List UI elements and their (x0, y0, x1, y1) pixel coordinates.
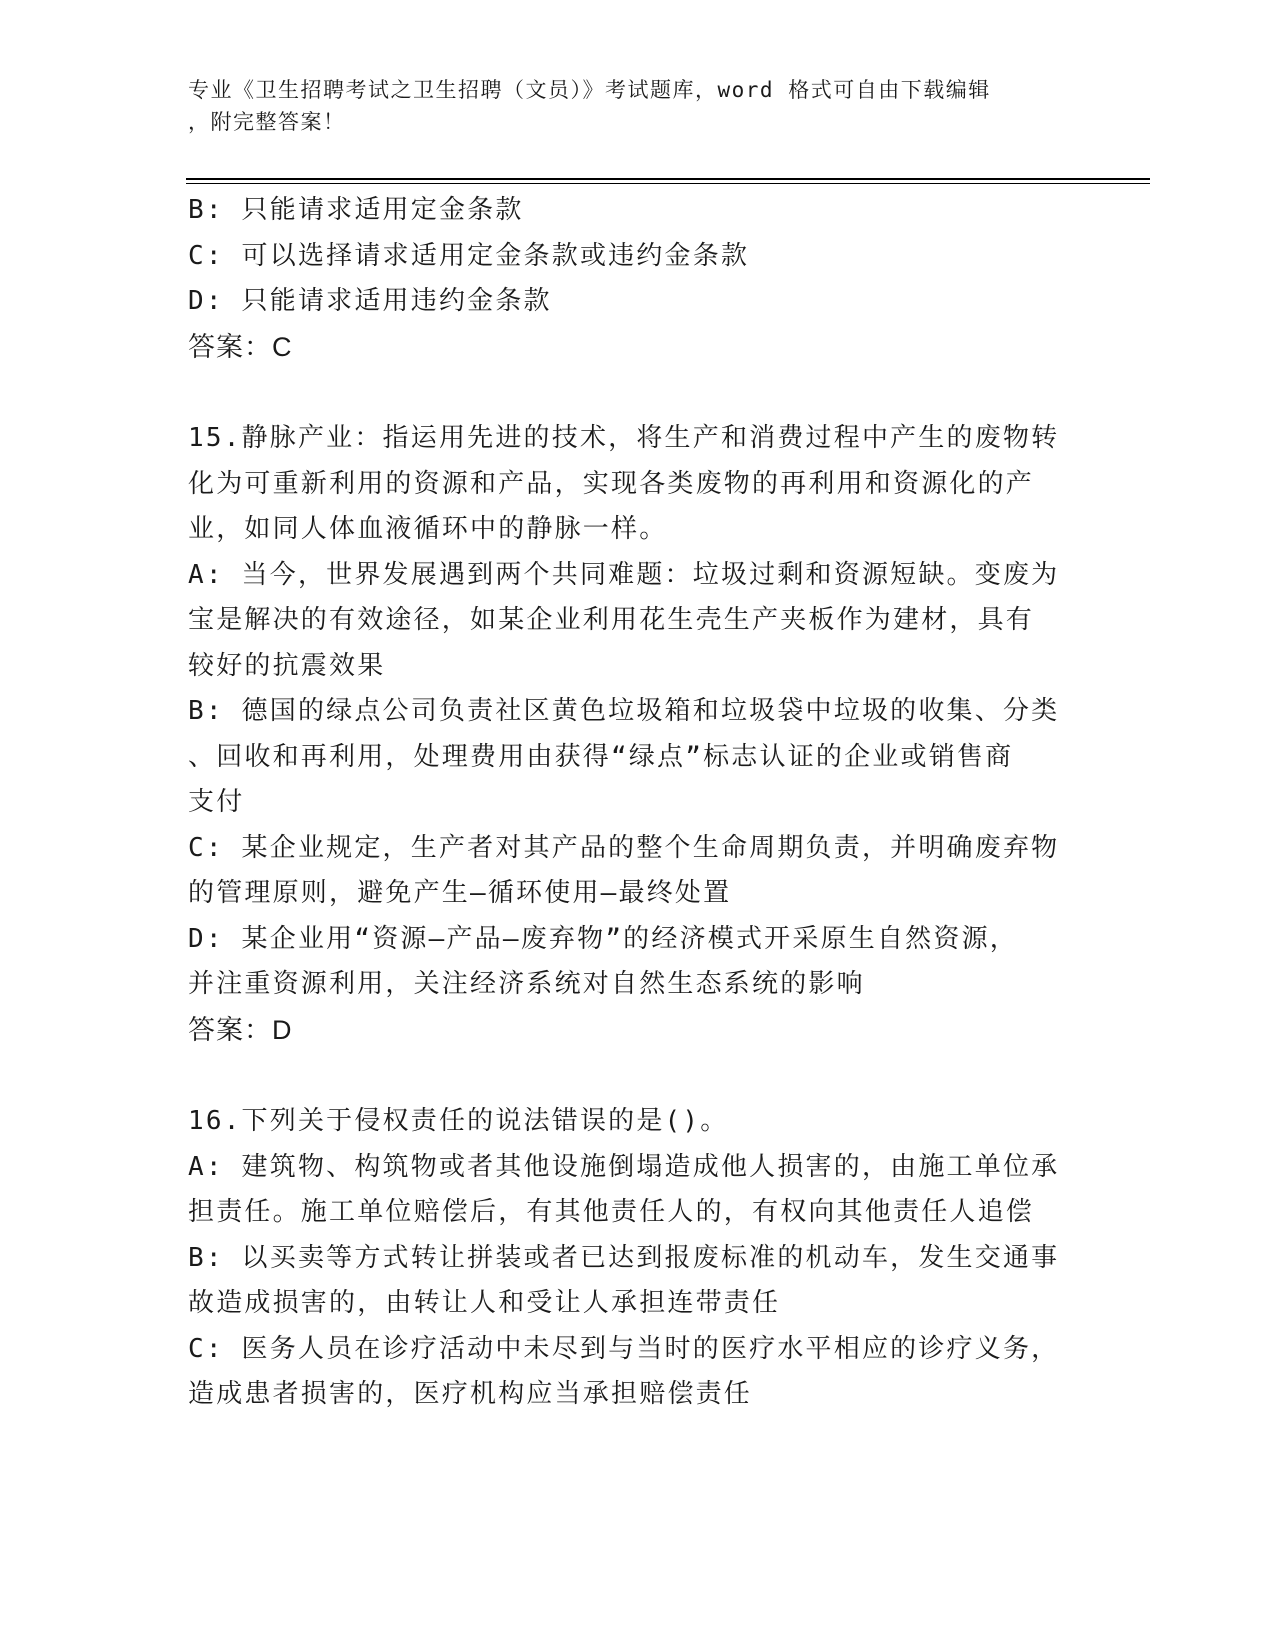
stem-line: 化为可重新利用的资源和产品，实现各类废物的再利用和资源化的产 (188, 468, 1035, 499)
option-line: 担责任。施工单位赔偿后，有其他责任人的，有权向其他责任人追偿 (188, 1197, 1035, 1227)
answer-line: 答案：C (188, 331, 293, 362)
option-c: C: 可以选择请求适用定金条款或违约金条款 (188, 240, 750, 271)
option-line: 较好的抗震效果 (188, 650, 386, 681)
stem-line: 15.静脉产业：指运用先进的技术，将生产和消费过程中产生的废物转 (188, 423, 1060, 453)
option-line: C: 医务人员在诊疗活动中未尽到与当时的医疗水平相应的诊疗义务， (188, 1333, 1060, 1364)
option-line: B: 以买卖等方式转让拼装或者已达到报废标准的机动车，发生交通事 (188, 1242, 1060, 1273)
option-line: A: 当今，世界发展遇到两个共同难题：垃圾过剩和资源短缺。变废为 (188, 559, 1060, 590)
question-16 (188, 1099, 1078, 1418)
stem-line: 16.下列关于侵权责任的说法错误的是()。 (188, 1106, 729, 1136)
option-a (188, 1145, 1078, 1236)
option-line: 并注重资源利用，关注经济系统对自然生态系统的影响 (188, 969, 865, 999)
option-line: 支付 (188, 787, 245, 817)
option-line: 故造成损害的，由转让人和受让人承担连带责任 (188, 1288, 781, 1318)
spacer (188, 370, 1078, 416)
question-15 (188, 416, 1078, 1053)
option-d (188, 917, 1078, 1008)
document-body (188, 188, 1078, 1418)
page-header (188, 74, 1068, 138)
stem-line: 业，如同人体血液循环中的静脉一样。 (188, 514, 668, 544)
option-c (188, 826, 1078, 917)
option-b: B: 只能请求适用定金条款 (188, 195, 524, 225)
option-c (188, 1327, 1078, 1418)
answer-line: 答案：D (188, 1014, 293, 1045)
option-line: 、回收和再利用，处理费用由获得“绿点”标志认证的企业或销售商 (188, 741, 1014, 772)
option-line: C: 某企业规定，生产者对其产品的整个生命周期负责，并明确废弃物 (188, 832, 1060, 863)
spacer (188, 1053, 1078, 1099)
question-14 (188, 188, 1078, 370)
question-stem (188, 416, 1078, 553)
option-b (188, 1236, 1078, 1327)
option-d: D: 只能请求适用违约金条款 (188, 286, 552, 316)
option-line: 造成患者损害的，医疗机构应当承担赔偿责任 (188, 1379, 753, 1409)
option-line: B: 德国的绿点公司负责社区黄色垃圾箱和垃圾袋中垃圾的收集、分类 (188, 696, 1060, 726)
option-line: 的管理原则，避免产生—循环使用—最终处置 (188, 878, 732, 908)
header-rule-thin (186, 183, 1150, 184)
option-line: 宝是解决的有效途径，如某企业利用花生壳生产夹板作为建材，具有 (188, 605, 1035, 635)
header-line-1: 专业《卫生招聘考试之卫生招聘（文员）》考试题库，word 格式可自由下载编辑 (188, 78, 991, 102)
option-a (188, 553, 1078, 690)
option-line: A: 建筑物、构筑物或者其他设施倒塌造成他人损害的，由施工单位承 (188, 1151, 1060, 1182)
header-line-2: ，附完整答案！ (188, 110, 346, 134)
question-stem (188, 1099, 1078, 1145)
header-rule-thick (186, 178, 1150, 180)
option-b (188, 689, 1078, 826)
option-line: D: 某企业用“资源—产品—废弃物”的经济模式开采原生自然资源， (188, 923, 1018, 954)
